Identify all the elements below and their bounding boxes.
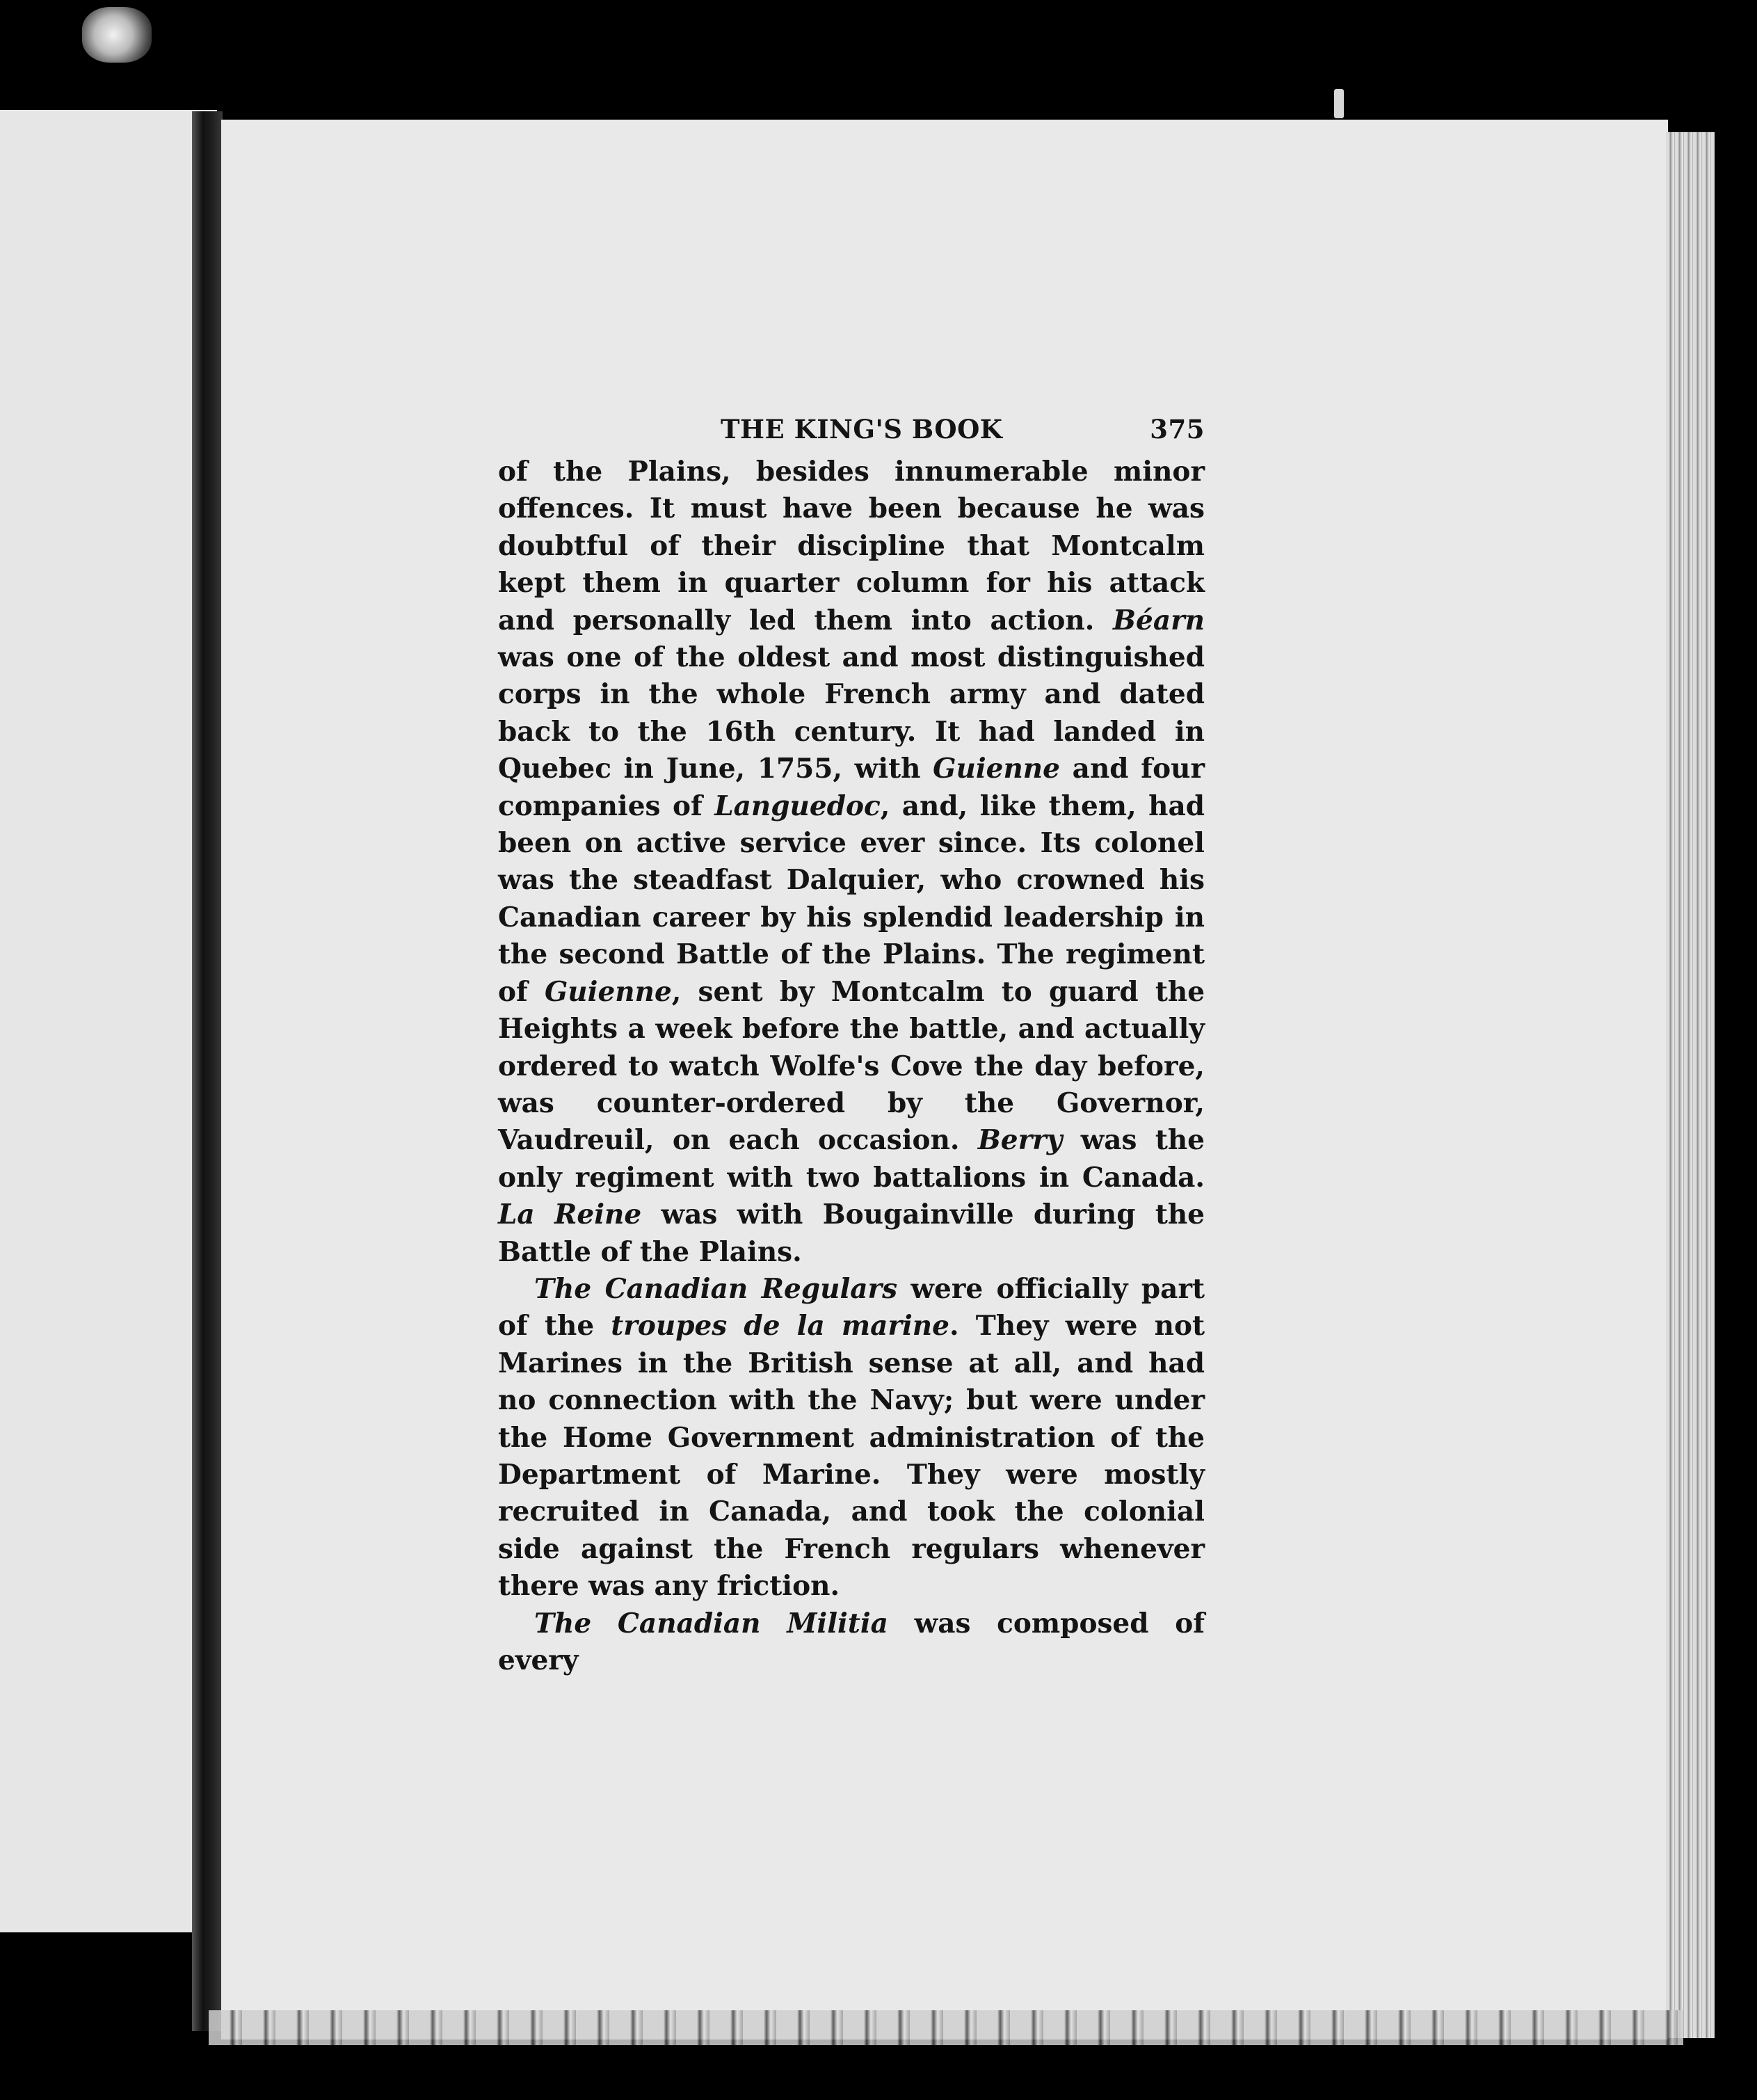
text-run: and four companies of [498, 753, 1205, 822]
page-bottom-edge [209, 2010, 1683, 2045]
text-run: was with Bougainville during the Battle of the Plains. [498, 1199, 1205, 1268]
running-head [498, 405, 1205, 454]
book-gutter [192, 111, 223, 2031]
scan-artifact-mark [1334, 89, 1344, 118]
text-run: was the only regiment with two battalions in Canada. [498, 1124, 1205, 1194]
running-head-title: THE KING'S BOOK [721, 414, 1003, 444]
text-run: . They were not Marines in the British sense at all, and had no connection with the Navy; but were under the Home Government administration of the Department of Marine. They were mostly recruited in Canada, and took the colonial side against the French regulars whenever there was any friction. [498, 1310, 1205, 1603]
text-run: , sent by Montcalm to guard the Heights a week before the battle, and actually ordered to watch Wolfe's Cove the day before, was counter-ordered by the Governor, Vaudreuil, on each occasion. [498, 975, 1205, 1157]
paragraph [498, 1605, 1205, 1680]
italic-text-run: Guienne [933, 753, 1060, 785]
text-run: of the Plains, besides innumerable minor offences. It must have been because he was doubtful of their discipline that Montcalm kept them in quarter column for his attack and personally led them into action. [498, 456, 1205, 636]
scan-artifact [82, 7, 152, 63]
left-page-edge [0, 110, 217, 1932]
text-run: , and, like them, had been on active service ever since. Its colonel was the steadfast Dalquier, who crowned his Canadian career by his splendid leadership in the second Battle of the Plains. The regiment of [498, 789, 1205, 1008]
paragraph [498, 454, 1205, 1271]
page-text [498, 405, 1205, 1679]
text-run: was composed of every [498, 1607, 1205, 1676]
text-run: were officially part of the [498, 1272, 1205, 1342]
italic-text-run: The Canadian Regulars [534, 1272, 898, 1305]
page-stack-edge [1666, 132, 1715, 2038]
text-run: was one of the oldest and most distinguished corps in the whole French army and dated back to the 16th century. It had landed in Quebec in June, 1755, with [498, 641, 1205, 785]
italic-text-run: The Canadian Militia [534, 1607, 888, 1640]
italic-text-run: Guienne [544, 975, 672, 1008]
italic-text-run: Berry [977, 1124, 1063, 1157]
italic-text-run: Béarn [1113, 604, 1205, 636]
italic-text-run: Languedoc [714, 789, 881, 822]
page-number: 375 [1150, 414, 1205, 444]
italic-text-run: troupes de la marine [611, 1310, 949, 1342]
paragraph [498, 1271, 1205, 1605]
italic-text-run: La Reine [498, 1199, 642, 1231]
